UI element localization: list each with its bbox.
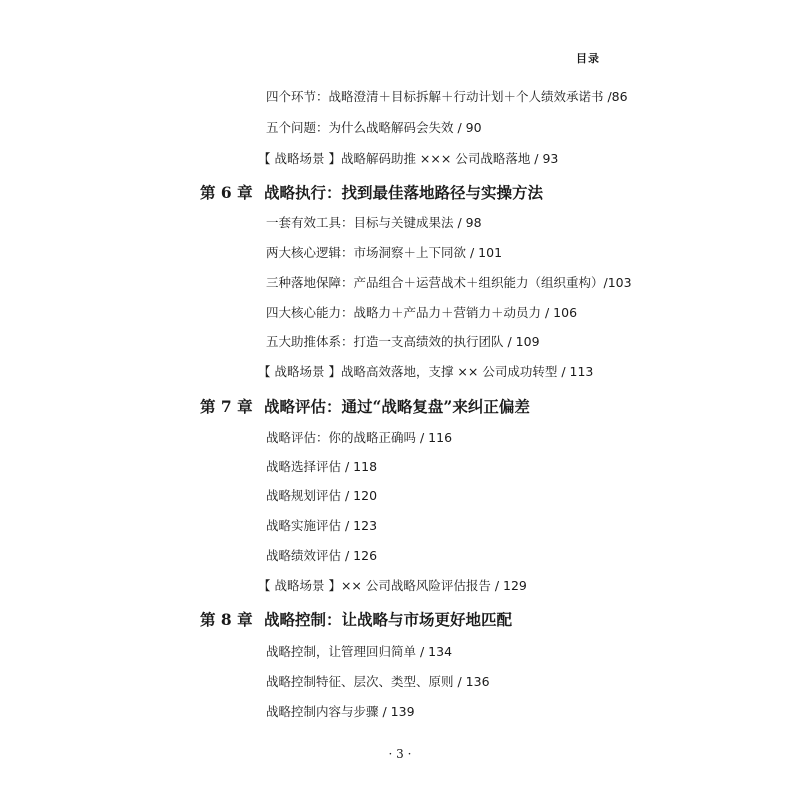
chapter-heading [200,610,512,630]
toc-entry: 战略控制特征、层次、类型、原则 / 136 [266,674,490,689]
chapter-title: 战略评估：通过“战略复盘”来纠正偏差 [264,397,530,416]
toc-entry: 战略实施评估 / 123 [266,518,378,533]
chapter-heading [200,397,530,417]
toc-entry: 战略绩效评估 / 126 [266,548,378,563]
toc-entry: 战略控制内容与步骤 / 139 [266,704,415,719]
toc-entry: 战略评估：你的战略正确吗 / 116 [266,430,453,445]
chapter-heading [200,183,543,203]
toc-entry: 两大核心逻辑：市场洞察＋上下同欲 / 101 [266,245,503,260]
page-number: · 3 · [388,747,412,761]
toc-entry: 战略选择评估 / 118 [266,459,378,474]
toc-entry: 战略规划评估 / 120 [266,488,378,503]
chapter-number: 第 7 章 [200,397,253,416]
chapter-title: 战略执行：找到最佳落地路径与实操方法 [264,183,544,202]
toc-entry: 三种落地保障：产品组合＋运营战术＋组织能力（组织重构）/103 [266,275,632,290]
chapter-title: 战略控制：让战略与市场更好地匹配 [264,610,513,629]
toc-entry: 战略控制，让管理回归简单 / 134 [266,644,453,659]
page-header: 目录 [576,52,600,65]
toc-entry: 一套有效工具：目标与关键成果法 / 98 [266,215,482,230]
toc-entry: 四大核心能力：战略力＋产品力＋营销力＋动员力 / 106 [266,305,578,320]
toc-entry: 四个环节：战略澄清＋目标拆解＋行动计划＋个人绩效承诺书 /86 [266,89,628,104]
chapter-number: 第 6 章 [200,183,253,202]
toc-entry: 五个问题：为什么战略解码会失效 / 90 [266,120,482,135]
toc-scene-entry: 【 战略场景 】战略解码助推 ××× 公司战略落地 / 93 [258,151,559,166]
toc-scene-entry: 【 战略场景 】战略高效落地，支撑 ×× 公司成功转型 / 113 [258,364,594,379]
toc-scene-entry: 【 战略场景 】×× 公司战略风险评估报告 / 129 [258,578,527,593]
chapter-number: 第 8 章 [200,610,253,629]
toc-entry: 五大助推体系：打造一支高绩效的执行团队 / 109 [266,334,540,349]
